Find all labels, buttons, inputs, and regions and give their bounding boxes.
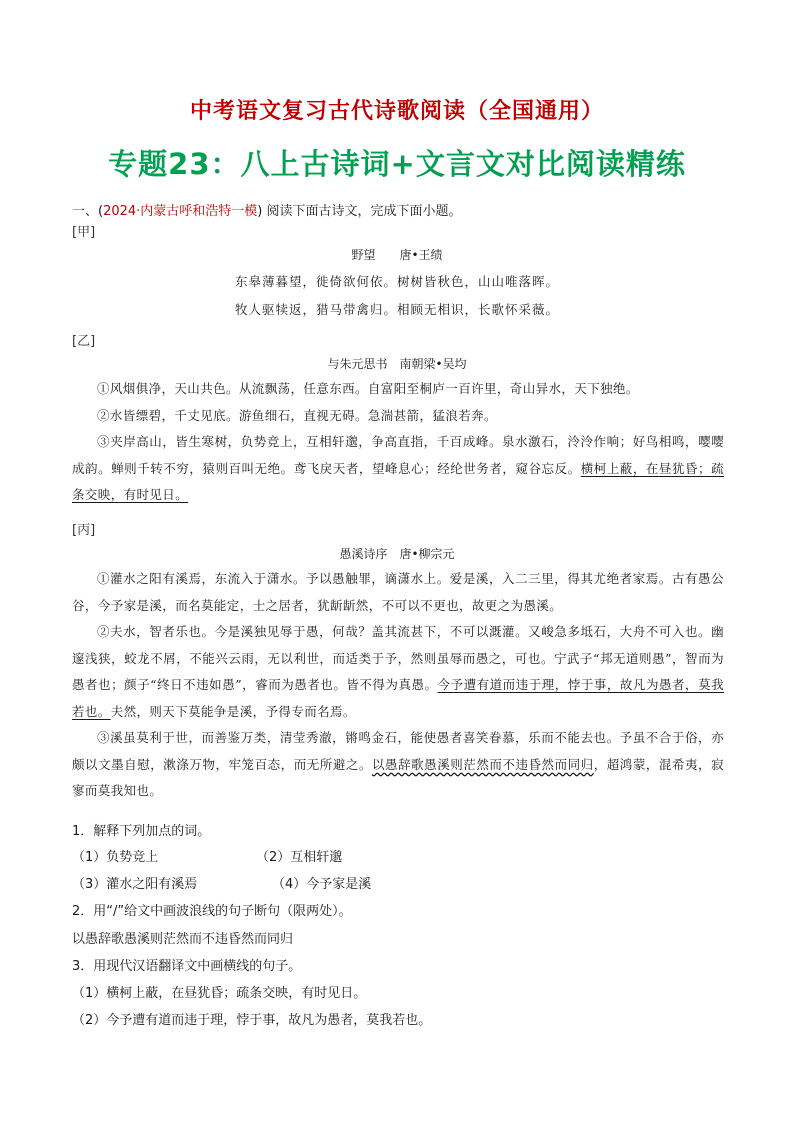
question-2-text: 以愚辞歌愚溪则茫然而不违昏然而同归 [72,932,294,947]
jia-poem-title: 野望 唐•王绩 [351,248,443,262]
yi-text-body [72,376,724,509]
yi-paragraph-3-text: ③夹岸高山，皆生寒树，负势竞上，互相轩邈，争高直指，千百成峰。泉水激石，泠泠作响；好鸟相鸣，嘤嘤成韵。蝉则千转不穷，猿则百叫无绝。鸢飞戾天者，望峰息心；经纶世务者，窥谷忘反。 [72,434,724,476]
question-1: 1．解释下列加点的词。 [72,824,211,839]
bing-underlined-sentence: 今予遭有道而违于理，悖于事，故凡为愚者，莫我若也。 [72,677,724,719]
intro-prefix: 一、( [72,204,104,219]
question-1-item-4: （4）今予家是溪 [272,877,372,892]
intro-source: 2024·内蒙古呼和浩特一模 [103,204,258,219]
question-1-item-1: （1）负势竞上 [72,850,159,865]
document-title: 中考语文复习古代诗歌阅读（全国通用） [189,99,604,124]
bing-paragraph-3 [72,725,724,805]
bing-wavy-sentence: 以愚辞歌愚溪则茫然而不违昏然而同归 [371,756,594,772]
bing-paragraph-2-text: ②夫水，智者乐也。今是溪独见辱于愚，何哉？盖其流甚下，不可以溉灌。又峻急多坻石，大舟不可入也。幽邃浅狭，蛟龙不屑，不能兴云雨，无以利世，而适类于予，然则虽辱而愚之，可也。宁武子“邦无道则愚”，智而为愚者也；颜子“终日不违如愚”，睿而为愚者也。皆不得为真愚。 [72,624,724,692]
question-1-item-2: （2）互相轩邈 [256,850,343,865]
bing-paragraph-2 [72,619,724,725]
bing-text-title: 愚溪诗序 唐•柳宗元 [339,547,455,561]
question-3: 3．用现代汉语翻译文中画横线的句子。 [72,959,302,974]
bing-label: [丙] [72,523,96,538]
bing-paragraph-3-tail: ，超鸿蒙，混希夷，寂寥而莫我知也。 [72,756,724,798]
jia-poem-line-1: 东皋薄暮望，徙倚欲何依。树树皆秋色，山山唯落晖。 [234,274,559,289]
yi-text-title: 与朱元思书 南朝梁•吴均 [327,357,467,371]
section-intro [72,200,462,219]
bing-text-body [72,566,724,805]
bing-paragraph-1: ①灌水之阳有溪焉，东流入于潇水。予以愚触罪，谪潇水上。爱是溪，入二三里，得其尤绝者家焉。古有愚公谷，今予家是溪，而名莫能定，士之居者，犹龂龂然，不可以不更也，故更之为愚溪。 [72,571,724,613]
question-1-item-3: （3）灌水之阳有溪焉 [72,877,198,892]
yi-paragraph-2: ②水皆缥碧，千丈见底。游鱼细石，直视无碍。急湍甚箭，猛浪若奔。 [97,407,497,423]
yi-underlined-sentence: 横柯上蔽，在昼犹昏；疏条交映，有时见日。 [72,460,724,502]
question-2: 2．用“/”给文中画波浪线的句子断句（限两处）。 [72,904,352,919]
yi-label: [乙] [72,334,96,349]
intro-suffix: ) 阅读下面古诗文，完成下面小题。 [257,204,462,219]
question-3-item-1: （1）横柯上蔽，在昼犹昏；疏条交映，有时见日。 [72,986,367,1001]
question-3-item-2: （2）今予遭有道而违于理，悖于事，故凡为愚者，莫我若也。 [72,1013,432,1028]
bing-paragraph-2-tail: 夫然，则天下莫能争是溪，予得专而名焉。 [110,703,356,719]
yi-paragraph-3 [72,429,724,509]
jia-label: [甲] [72,225,96,240]
jia-poem-line-2: 牧人驱犊返，猎马带禽归。相顾无相识，长歌怀采薇。 [234,302,559,317]
yi-paragraph-1: ①风烟俱净，天山共色。从流飘荡，任意东西。自富阳至桐庐一百许里，奇山异水，天下独绝。 [97,381,639,396]
bing-paragraph-3-text: ③溪虽莫利于世，而善鉴万类，清莹秀澈，锵鸣金石，能使愚者喜笑眷慕，乐而不能去也。予虽不合于俗，亦颇以文墨自慰，漱涤万物，牢笼百态，而无所避之。 [72,730,724,772]
document-subtitle: 专题23：八上古诗词+文言文对比阅读精练 [108,147,686,181]
